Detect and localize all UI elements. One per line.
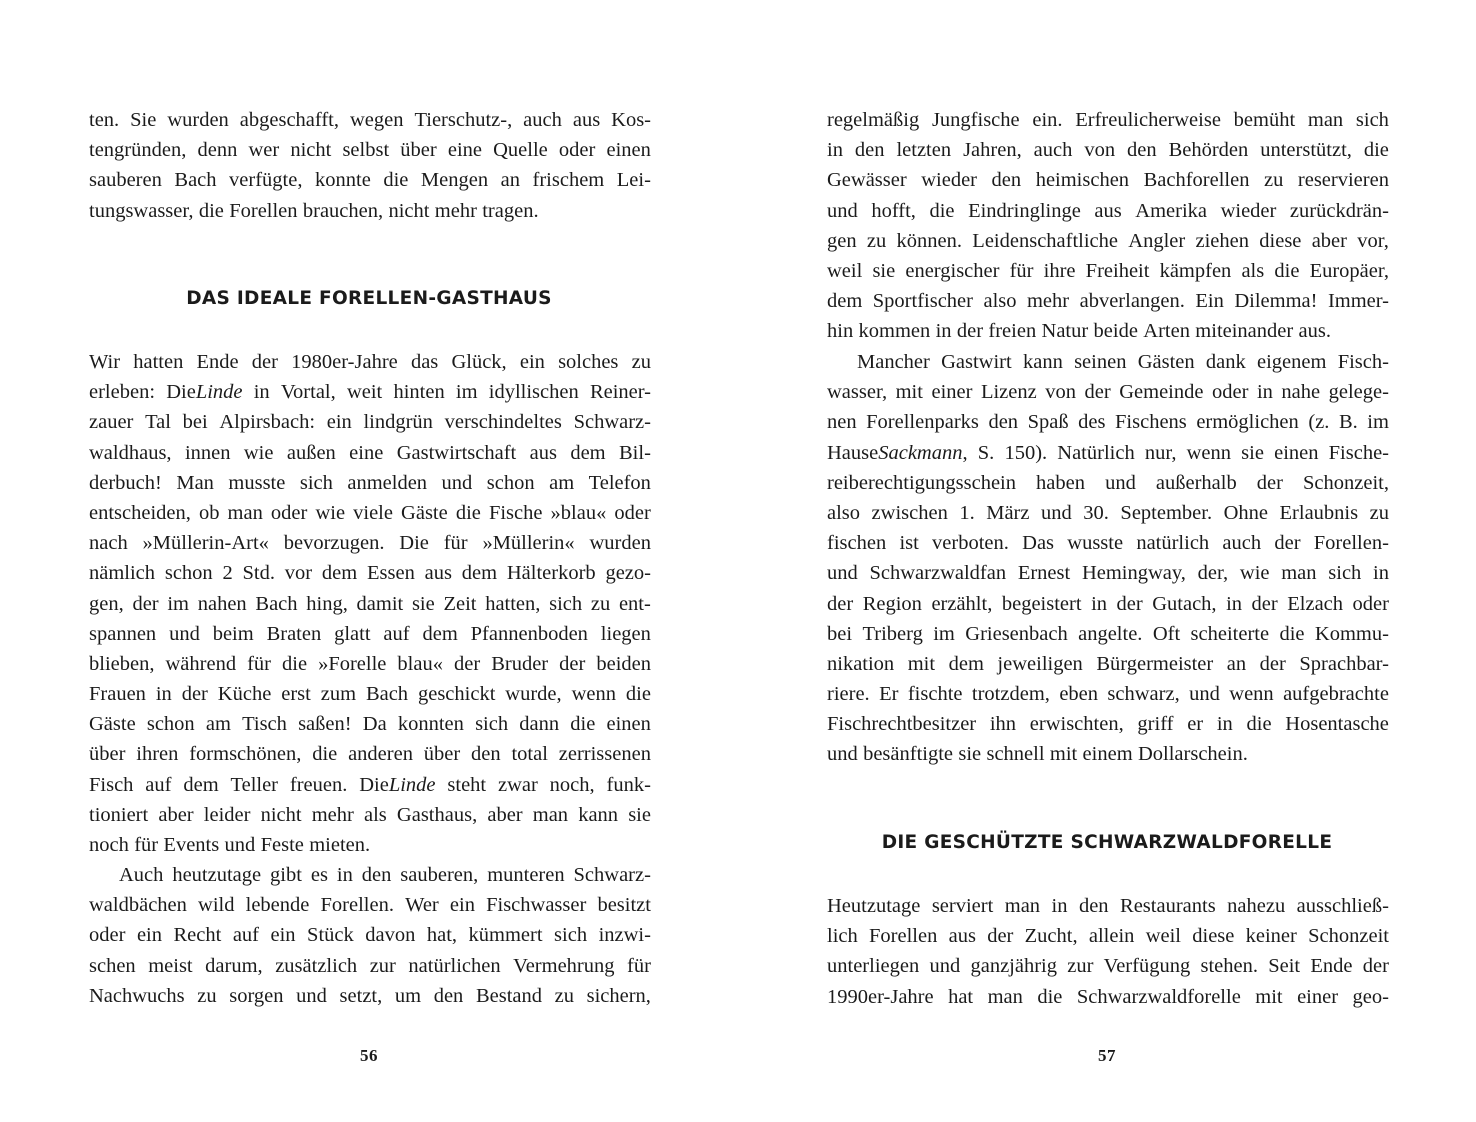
text-line: riere. Er fischte trotzdem, eben schwarz, und wenn aufgebrachte xyxy=(827,683,1389,706)
text-line: lich Forellen aus der Zucht, allein weil diese keiner Schonzeit xyxy=(827,925,1389,948)
text-line: oder ein Recht auf ein Stück davon hat, kümmert sich inzwi- xyxy=(89,924,651,947)
text-line: Gewässer wieder den heimischen Bachforellen zu reservieren xyxy=(827,169,1389,192)
right-page xyxy=(738,0,1476,1122)
text-line: sauberen Bach verfügte, konnte die Mengen an frischem Lei- xyxy=(89,169,651,192)
text-line: über ihren formschönen, die anderen über den total zerrissenen xyxy=(89,743,651,766)
right-text-block-2 xyxy=(827,347,1389,770)
text-line: schen meist darum, zusätzlich zur natürlichen Vermehrung für xyxy=(89,954,651,977)
section-heading-geschuetzte-schwarzwaldforelle: DIE GESCHÜTZTE SCHWARZWALDFORELLE xyxy=(881,832,1333,853)
text-line: bei Triberg im Griesenbach angelte. Oft scheiterte die Kommu- xyxy=(827,622,1389,645)
text-line: reiberechtigungsschein haben und außerhalb der Schonzeit, xyxy=(827,471,1389,494)
text-line: ten. Sie wurden abgeschafft, wegen Tierschutz-, auch aus Kos- xyxy=(89,109,651,131)
text-line: Fisch auf dem Teller freuen. DieLinde steht zwar noch, funk- xyxy=(89,773,651,796)
text-line: spannen und beim Braten glatt auf dem Pfannenboden liegen xyxy=(89,622,651,645)
text-line: in den letzten Jahren, auch von den Behörden unterstützt, die xyxy=(827,139,1389,162)
text-line: Auch heutzutage gibt es in den sauberen, munteren Schwarz- xyxy=(119,864,651,886)
text-line: noch für Events und Feste mieten. xyxy=(89,834,371,856)
text-line: nikation mit dem jeweiligen Bürgermeister an der Sprachbar- xyxy=(827,652,1389,675)
text-line: Fischrechtbesitzer ihn erwischten, griff er in die Hosentasche xyxy=(827,713,1389,736)
text-line: 1990er-Jahre hat man die Schwarzwaldforelle mit einer geo- xyxy=(827,985,1389,1008)
text-line: Nachwuchs zu sorgen und setzt, um den Bestand zu sichern, xyxy=(89,984,651,1007)
text-line: wasser, mit einer Lizenz von der Gemeinde oder in nahe gelege- xyxy=(827,381,1389,404)
text-line: gen, der im nahen Bach hing, damit sie Zeit hatten, sich zu ent- xyxy=(89,592,651,615)
page-number-left: 56 xyxy=(360,1046,378,1065)
text-line: waldhaus, innen wie außen eine Gastwirtschaft aus dem Bil- xyxy=(89,441,651,464)
text-line: Gäste schon am Tisch saßen! Da konnten sich dann die einen xyxy=(89,713,651,736)
text-line: also zwischen 1. März und 30. September. Ohne Erlaubnis zu xyxy=(827,501,1389,524)
text-line: Frauen in der Küche erst zum Bach geschickt wurde, wenn die xyxy=(89,683,651,706)
text-line: entscheiden, ob man oder wie viele Gäste die Fische »blau« oder xyxy=(89,501,651,524)
text-line: erleben: DieLinde in Vortal, weit hinten im idyllischen Reiner- xyxy=(89,381,651,404)
right-text-block-3 xyxy=(827,891,1389,1012)
text-line: nach »Müllerin-Art« bevorzugen. Die für »Müllerin« wurden xyxy=(89,532,651,555)
text-line: derbuch! Man musste sich anmelden und schon am Telefon xyxy=(89,471,651,494)
text-line: und besänftigte sie schnell mit einem Dollarschein. xyxy=(827,743,1248,766)
text-line: HauseSackmann, S. 150). Natürlich nur, wenn sie einen Fische- xyxy=(827,441,1389,464)
text-line: nen Forellenparks den Spaß des Fischens ermöglichen (z. B. im xyxy=(827,411,1389,434)
left-text-block-1 xyxy=(89,105,651,226)
text-line: Mancher Gastwirt kann seinen Gästen dank eigenem Fisch- xyxy=(857,351,1389,373)
text-line: fischen ist verboten. Das wusste natürlich auch der Forellen- xyxy=(827,532,1389,555)
text-line: weil sie energischer für ihre Freiheit kämpfen als die Europäer, xyxy=(827,259,1389,282)
text-line: der Region erzählt, begeistert in der Gutach, in der Elzach oder xyxy=(827,592,1389,615)
text-line: unterliegen und ganzjährig zur Verfügung stehen. Seit Ende der xyxy=(827,955,1389,978)
page-number-right: 57 xyxy=(1098,1046,1116,1065)
left-text-block-2 xyxy=(89,347,651,860)
text-line: hin kommen in der freien Natur beide Arten miteinander aus. xyxy=(827,320,1331,343)
text-line: zauer Tal bei Alpirsbach: ein lindgrün verschindeltes Schwarz- xyxy=(89,411,651,434)
text-line: und hofft, die Eindringlinge aus Amerika wieder zurückdrän- xyxy=(827,199,1389,222)
text-line: blieben, während für die »Forelle blau« der Bruder der beiden xyxy=(89,652,651,675)
right-text-block-1 xyxy=(827,105,1389,347)
text-line: Heutzutage serviert man in den Restaurants nahezu ausschließ- xyxy=(827,895,1389,917)
left-text-block-3 xyxy=(89,860,651,1011)
text-line: regelmäßig Jungfische ein. Erfreulicherweise bemüht man sich xyxy=(827,109,1389,131)
text-line: gen zu können. Leidenschaftliche Angler ziehen diese aber vor, xyxy=(827,229,1389,252)
text-line: dem Sportfischer also mehr abverlangen. Ein Dilemma! Immer- xyxy=(827,290,1389,313)
section-heading-ideale-forellen-gasthaus: DAS IDEALE FORELLEN-GASTHAUS xyxy=(186,288,552,309)
text-line: und Schwarzwaldfan Ernest Hemingway, der, wie man sich in xyxy=(827,562,1389,585)
text-line: tungswasser, die Forellen brauchen, nicht mehr tragen. xyxy=(89,199,539,222)
text-line: tengründen, denn wer nicht selbst über eine Quelle oder einen xyxy=(89,139,651,162)
text-line: nämlich schon 2 Std. vor dem Essen aus dem Hälterkorb gezo- xyxy=(89,562,651,585)
text-line: waldbächen wild lebende Forellen. Wer ein Fischwasser besitzt xyxy=(89,894,651,917)
text-line: tioniert aber leider nicht mehr als Gasthaus, aber man kann sie xyxy=(89,803,651,826)
text-line: Wir hatten Ende der 1980er-Jahre das Glück, ein solches zu xyxy=(89,351,651,373)
